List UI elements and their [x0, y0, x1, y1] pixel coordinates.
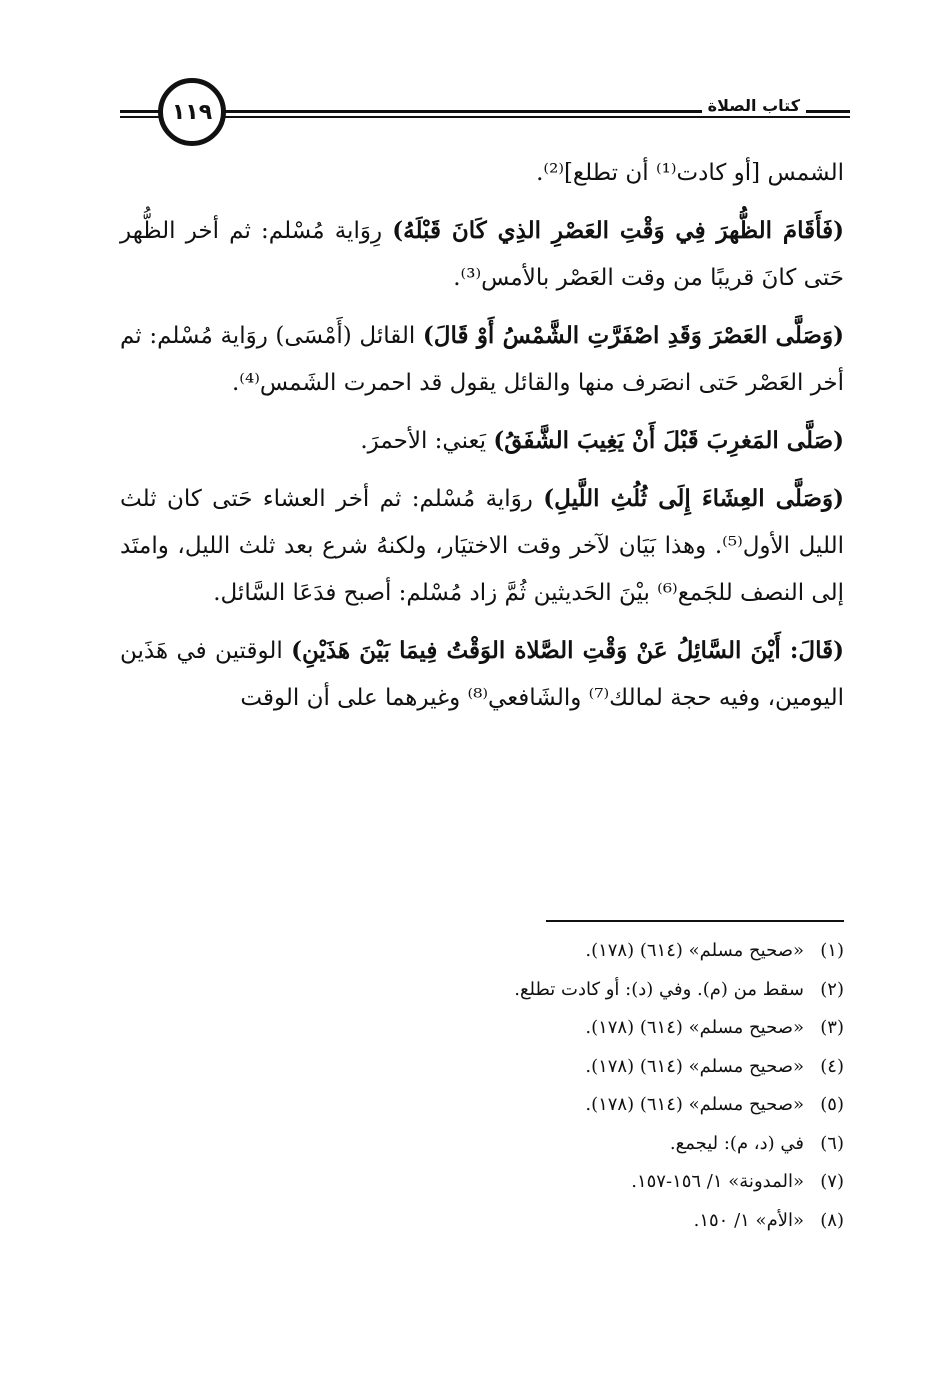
footnote-text: «صحيح مسلم» (٦١٤) (١٧٨). — [585, 1017, 804, 1038]
footnote-item — [244, 1086, 844, 1125]
footnote-item — [244, 1202, 844, 1241]
footnote-item — [244, 1009, 844, 1048]
footnote-item — [244, 1163, 844, 1202]
paragraph — [120, 627, 844, 722]
footnote-item — [244, 1048, 844, 1087]
footnote-number: (١) — [820, 940, 844, 961]
footnote-item — [244, 971, 844, 1010]
commentary-text: الوقتين في هَذَين اليومين، وفيه حجة لمالك⁽⁷⁾ والشَافعي⁽⁸⁾ وغيرهما على أن الوقت — [120, 638, 844, 711]
footnote-number: (٥) — [820, 1094, 844, 1115]
page-header — [120, 78, 850, 148]
footnote-text: «صحيح مسلم» (٦١٤) (١٧٨). — [585, 1055, 804, 1077]
paragraph — [120, 150, 844, 197]
hadith-quote: (فَأَقَامَ الظُّهرَ فِي وَقْتِ العَصْرِ الذِي كَانَ قَبْلَهُ) — [392, 217, 844, 244]
footnote-number: (٨) — [820, 1209, 844, 1231]
commentary-text: يَعني: الأحمرَ. — [360, 428, 494, 454]
footnote-text: في (د، م): ليجمع. — [669, 1132, 804, 1154]
paragraph — [120, 417, 844, 465]
commentary-text: رِوَاية مُسْلم: ثم أخر الظُّهر حَتى كانَ قريبًا من وقت العَصْر بالأمس⁽³⁾. — [120, 218, 844, 291]
paragraph — [120, 312, 844, 407]
hadith-quote: (وَصَلَّى العَصْرَ وَقَدِ اصْفَرَّتِ الشَّمْسُ أَوْ قَالَ) — [422, 322, 844, 349]
hadith-quote: (صَلَّى المَغرِبَ قَبْلَ أَنْ يَغِيبَ الشَّفَقُ) — [493, 427, 844, 454]
footnote-number: (٢) — [820, 978, 844, 1000]
header-rule-right-thin — [220, 116, 850, 118]
footnote-number: (٦) — [820, 1132, 844, 1154]
footnote-text: «صحيح مسلم» (٦١٤) (١٧٨). — [585, 1094, 804, 1115]
paragraph — [120, 475, 844, 617]
footnote-divider — [546, 920, 844, 922]
book-title: كتاب الصلاة — [702, 96, 806, 115]
page-number: ١١٩ — [158, 78, 226, 146]
hadith-quote: (وَصَلَّى العِشَاءَ إِلَى ثُلُثِ اللَّيلِ) — [543, 485, 845, 512]
footnote-text: سقط من (م). وفي (د): أو كادت تطلع. — [514, 978, 804, 1000]
main-text — [120, 150, 844, 732]
commentary-text: القائل (أَمْسَى) روَاية مُسْلم: ثم أخر العَصْر حَتى انصَرف منها والقائل يقول قد احمرت الشَمس⁽⁴⁾. — [120, 323, 844, 396]
footnote-number: (٣) — [820, 1017, 844, 1038]
footnote-item — [244, 932, 844, 971]
footnote-text: «صحيح مسلم» (٦١٤) (١٧٨). — [585, 940, 804, 961]
commentary-text: روَاية مُسْلم: ثم أخر العشاء حَتى كان ثلث الليل الأول⁽⁵⁾. وهذا بَيَان لآخر وقت الاختيَار، ولكنهُ شرع بعد ثلث الليل، وامتَد إلى النصف للجَمع⁽⁶⁾ بيْنَ الحَديثين ثُمَّ زاد مُسْلم: أصبح فدَعَا السَّائل. — [120, 486, 844, 606]
footnote-text: «الأم» ١/ ١٥٠. — [693, 1209, 804, 1231]
footnote-number: (٤) — [820, 1055, 844, 1077]
paragraph — [120, 207, 844, 302]
commentary-text: الشمس [أو كادت⁽¹⁾ أن تطلع]⁽²⁾. — [536, 160, 844, 186]
footnote-number: (٧) — [820, 1171, 844, 1192]
footnote-text: «المدونة» ١/ ١٥٦-١٥٧. — [631, 1171, 804, 1192]
footnote-item — [244, 1125, 844, 1164]
footnotes — [244, 932, 844, 1240]
hadith-quote: (قَالَ: أَيْنَ السَّائِلُ عَنْ وَقْتِ الصَّلاة الوَقْتُ فِيمَا بَيْنَ هَذَيْنِ) — [291, 637, 844, 664]
